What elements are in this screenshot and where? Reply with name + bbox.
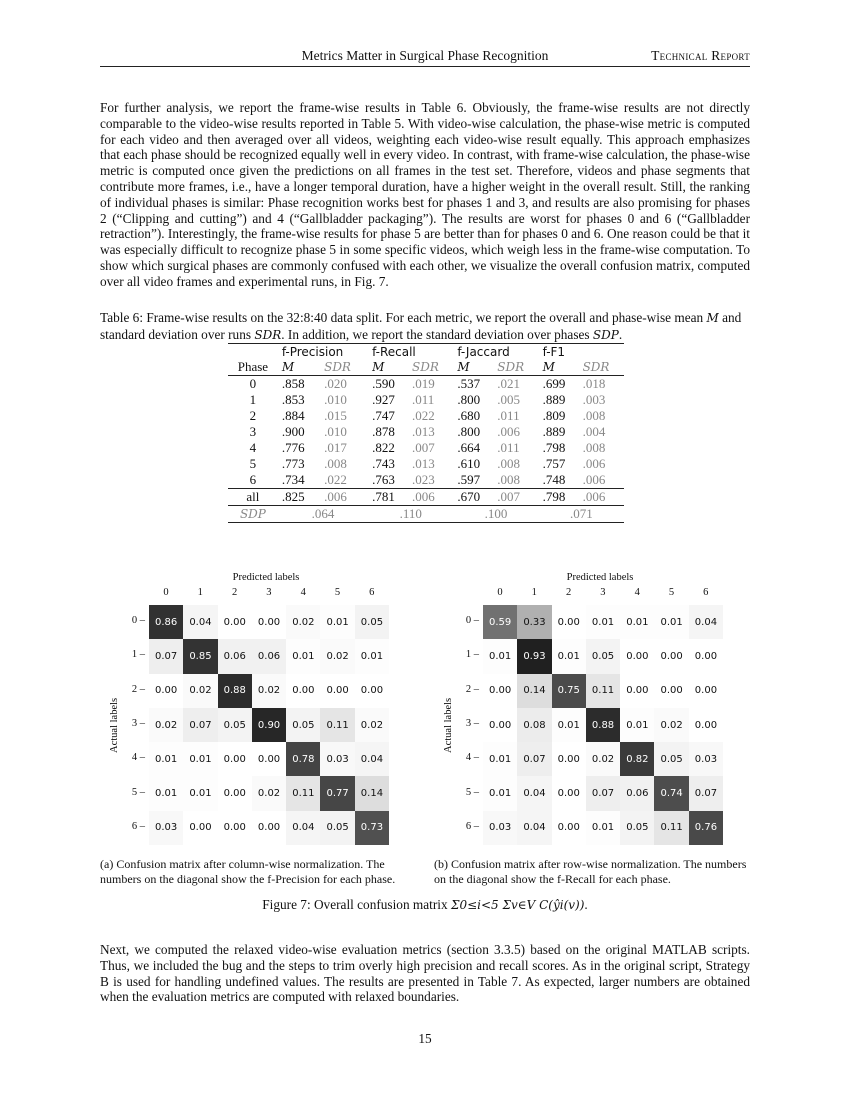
value-cell: .021 (497, 376, 521, 391)
value-cell: .743 (372, 456, 395, 471)
y-tick-label: 0 – (131, 615, 145, 626)
phase-cell: 0 (249, 376, 257, 391)
y-tick-label: 4 – (465, 752, 479, 764)
table-row (228, 424, 624, 440)
y-tick-label: 4 – (131, 752, 145, 764)
table-caption-sdp: SDP (592, 327, 619, 342)
sub-sd: SDR (408, 359, 453, 376)
heatmap-cell: 0.00 (552, 776, 586, 810)
sub-sd: SDR (320, 359, 368, 376)
heatmap-cell: 0.02 (286, 605, 320, 639)
y-tick-label: 1 – (465, 649, 479, 661)
value-cell: .597 (457, 472, 481, 487)
heatmap-cell: 0.76 (689, 811, 723, 845)
x-tick-label: 6 (703, 587, 709, 598)
heatmap-cell: 0.00 (552, 742, 586, 776)
heatmap-cell: 0.01 (654, 605, 688, 639)
phase-cell: 3 (249, 424, 257, 439)
table-body (228, 376, 624, 489)
heatmap-cell: 0.01 (149, 742, 183, 776)
heatmap-cell: 0.90 (252, 708, 286, 742)
heatmap-cell: 0.01 (586, 605, 620, 639)
table-row (228, 472, 624, 489)
paragraph-relaxed-metrics: Next, we computed the relaxed video-wise evaluation metrics (section 3.3.5) based on the original MATLAB scripts. Thus, we included the bug and the steps to trim overly high precision and recall scores. As in the original script, Strategy B is used for handling undefined values. The results are presented in Table 7. As expected, larger numbers are obtained when the evaluation metrics are computed with relaxed boundaries. (100, 942, 750, 1005)
heatmap-cell: 0.02 (320, 639, 354, 673)
figure-caption-text: Figure 7: Overall confusion matrix (262, 897, 451, 912)
y-tick-label: 3 – (131, 717, 145, 729)
value-cell: .889 (542, 424, 566, 439)
table-caption-m: M (706, 311, 719, 325)
heatmap-cell: 0.05 (320, 811, 354, 845)
heatmap-cell: 0.00 (252, 742, 286, 776)
heatmap-cell: 0.88 (586, 708, 620, 742)
value-cell: .680 (457, 408, 481, 423)
heatmap-cell: 0.05 (620, 811, 654, 845)
value-cell: .757 (542, 456, 566, 471)
heatmap-cell: 0.04 (286, 811, 320, 845)
heatmap-cell: 0.59 (483, 605, 517, 639)
heatmap-cell: 0.00 (620, 674, 654, 708)
heatmap-cell: 0.00 (620, 639, 654, 673)
heatmap-cell: 0.02 (183, 674, 217, 708)
heatmap-cell: 0.88 (218, 674, 252, 708)
confusion-matrix-column-normalized (109, 572, 384, 834)
y-tick-label: 2 – (131, 683, 145, 695)
value-cell: .003 (582, 392, 606, 407)
value-cell: .610 (457, 456, 481, 471)
sub-m: M (278, 359, 320, 376)
heatmap-cell: 0.11 (286, 776, 320, 810)
table-row (228, 456, 624, 472)
heatmap-cell: 0.04 (517, 776, 551, 810)
heatmap-cell: 0.01 (355, 639, 389, 673)
phase-header: Phase (228, 359, 278, 376)
value-cell: .927 (372, 392, 395, 407)
sdp-label: SDP (228, 506, 278, 523)
figure-caption (0, 897, 850, 913)
x-tick-label: 0 (497, 587, 503, 598)
heatmap-cell: 0.02 (149, 708, 183, 742)
value-cell: .781 (368, 489, 408, 506)
table-caption-text4: . (618, 326, 623, 342)
sdp-value: .064 (278, 506, 368, 523)
value-cell: .017 (324, 440, 347, 455)
value-cell: .670 (453, 489, 493, 506)
value-cell: .798 (539, 489, 579, 506)
heatmap-cell: 0.75 (552, 674, 586, 708)
table-caption-text2: and standard deviation over runs (100, 310, 742, 342)
group-f1: f-F1 (539, 344, 624, 360)
heatmap-cell: 0.77 (320, 776, 354, 810)
heatmap-cell: 0.01 (483, 742, 517, 776)
heatmap-cell: 0.04 (689, 605, 723, 639)
x-tick-label: 2 (231, 587, 238, 598)
x-tick-label: 0 (163, 587, 169, 598)
phase-cell: 6 (249, 472, 257, 487)
table-row (228, 408, 624, 424)
table-caption (100, 310, 750, 344)
heatmap-cell: 0.00 (654, 639, 688, 673)
heatmap-cell: 0.85 (183, 639, 217, 673)
y-tick-label: 3 – (465, 717, 479, 729)
value-cell: .010 (324, 424, 347, 439)
value-cell: .884 (281, 408, 305, 423)
value-cell: .018 (582, 376, 606, 391)
heatmap-cell: 0.03 (149, 811, 183, 845)
value-cell: .004 (582, 424, 606, 439)
value-cell: .008 (324, 456, 347, 471)
table-caption-sdr: SDR (254, 327, 282, 342)
sub-m: M (539, 359, 579, 376)
heatmap-cell: 0.00 (218, 605, 252, 639)
heatmap-cell: 0.01 (620, 605, 654, 639)
heatmap-cell: 0.74 (654, 776, 688, 810)
heatmap-cell: 0.00 (218, 776, 252, 810)
subcaption-a: (a) Confusion matrix after column-wise normalization. The numbers on the diagonal show the f-Precision for each phase. (100, 857, 396, 886)
value-cell: .006 (497, 424, 521, 439)
heatmap-cell: 0.33 (517, 605, 551, 639)
value-cell: .006 (582, 456, 606, 471)
x-tick-label: 4 (634, 587, 640, 598)
heatmap-cell: 0.05 (286, 708, 320, 742)
y-tick-label: 5 – (465, 786, 479, 798)
heatmap-grid (149, 605, 389, 845)
heatmap-cell: 0.05 (586, 639, 620, 673)
value-cell: .776 (281, 440, 305, 455)
heatmap-cell: 0.02 (586, 742, 620, 776)
phase-cell: 1 (249, 392, 257, 407)
phase-cell: all (228, 489, 278, 506)
value-cell: .006 (582, 472, 606, 487)
heatmap-cell: 0.02 (355, 708, 389, 742)
value-cell: .008 (497, 472, 521, 487)
table-row (228, 376, 624, 393)
heatmap-cell: 0.07 (149, 639, 183, 673)
value-cell: .005 (497, 392, 521, 407)
value-cell: .015 (324, 408, 347, 423)
heatmap-cell: 0.07 (689, 776, 723, 810)
heatmap-cell: 0.06 (620, 776, 654, 810)
heatmap-cell: 0.00 (252, 605, 286, 639)
y-axis-title: Actual labels (443, 697, 454, 754)
y-tick-label: 1 – (131, 649, 145, 661)
heatmap-cell: 0.00 (252, 811, 286, 845)
heatmap-cell: 0.01 (552, 708, 586, 742)
heatmap-cell: 0.82 (620, 742, 654, 776)
heatmap-cell: 0.93 (517, 639, 551, 673)
heatmap-cell: 0.00 (552, 605, 586, 639)
heatmap-cell: 0.11 (586, 674, 620, 708)
value-cell: .008 (582, 408, 606, 423)
heatmap-cell: 0.02 (654, 708, 688, 742)
heatmap-cell: 0.04 (355, 742, 389, 776)
value-cell: .734 (281, 472, 305, 487)
table-row (228, 392, 624, 408)
value-cell: .023 (412, 472, 435, 487)
header-title: Metrics Matter in Surgical Phase Recognition (301, 48, 549, 63)
group-precision: f-Precision (278, 344, 368, 360)
table-row-all (228, 489, 624, 506)
heatmap-cell: 0.07 (183, 708, 217, 742)
heatmap-cell: 0.05 (218, 708, 252, 742)
y-tick-label: 2 – (465, 683, 479, 695)
value-cell: .809 (542, 408, 566, 423)
value-cell: .773 (281, 456, 305, 471)
value-cell: .900 (281, 424, 305, 439)
value-cell: .748 (542, 472, 566, 487)
group-recall: f-Recall (368, 344, 453, 360)
x-tick-label: 6 (369, 587, 375, 598)
figure-caption-formula: Σ0≤i<5 Σv∈V C(ŷi(v)) (450, 898, 585, 912)
heatmap-cell: 0.06 (252, 639, 286, 673)
value-cell: .825 (278, 489, 320, 506)
heatmap-cell: 0.00 (355, 674, 389, 708)
x-axis-title: Predicted labels (566, 572, 634, 583)
heatmap-cell: 0.01 (286, 639, 320, 673)
sub-m: M (453, 359, 493, 376)
value-cell: .747 (372, 408, 395, 423)
value-cell: .763 (372, 472, 395, 487)
phase-cell: 2 (249, 408, 257, 423)
heatmap-cell: 0.03 (320, 742, 354, 776)
heatmap-cell: 0.01 (586, 811, 620, 845)
value-cell: .006 (408, 489, 453, 506)
heatmap-cell: 0.00 (483, 674, 517, 708)
value-cell: .007 (412, 440, 435, 455)
x-tick-label: 3 (600, 587, 606, 598)
y-tick-label: 0 – (465, 615, 479, 626)
value-cell: .006 (579, 489, 624, 506)
heatmap-cell: 0.06 (218, 639, 252, 673)
value-cell: .008 (497, 456, 521, 471)
value-cell: .019 (412, 376, 435, 391)
y-tick-label: 5 – (131, 786, 145, 798)
value-cell: .022 (324, 472, 347, 487)
value-cell: .699 (542, 376, 566, 391)
heatmap-cell: 0.00 (552, 811, 586, 845)
y-tick-label: 6 – (465, 820, 479, 832)
heatmap-cell: 0.03 (689, 742, 723, 776)
heatmap-cell: 0.01 (183, 776, 217, 810)
value-cell: .008 (582, 440, 606, 455)
table-corner (228, 344, 278, 360)
table-caption-text1: Table 6: Frame-wise results on the 32:8:40 data split. For each metric, we report the overall and phase-wise mean (100, 310, 707, 325)
x-tick-label: 5 (668, 587, 675, 598)
value-cell: .020 (324, 376, 347, 391)
running-header (100, 48, 750, 67)
sub-sd: SDR (579, 359, 624, 376)
sdp-value: .110 (368, 506, 453, 523)
x-tick-label: 4 (300, 587, 306, 598)
heatmap-cell: 0.01 (320, 605, 354, 639)
value-cell: .537 (457, 376, 481, 391)
x-tick-label: 3 (266, 587, 272, 598)
x-tick-label: 1 (197, 587, 203, 598)
table-caption-text3: . In addition, we report the standard deviation over phases (281, 326, 593, 342)
heatmap-grid (483, 605, 723, 845)
heatmap-cell: 0.00 (689, 639, 723, 673)
table-row (228, 440, 624, 456)
value-cell: .007 (493, 489, 538, 506)
heatmap-cell: 0.78 (286, 742, 320, 776)
value-cell: .889 (542, 392, 566, 407)
value-cell: .878 (372, 424, 395, 439)
results-table (228, 343, 624, 523)
value-cell: .006 (320, 489, 368, 506)
heatmap-cell: 0.05 (355, 605, 389, 639)
phase-cell: 4 (249, 440, 257, 455)
sub-m: M (368, 359, 408, 376)
value-cell: .010 (324, 392, 347, 407)
table-row-sdp (228, 506, 624, 523)
y-tick-label: 6 – (131, 820, 145, 832)
figure-caption-end: . (584, 897, 588, 912)
heatmap-cell: 0.00 (689, 708, 723, 742)
x-tick-label: 2 (565, 587, 572, 598)
heatmap-cell: 0.14 (517, 674, 551, 708)
heatmap-cell: 0.01 (149, 776, 183, 810)
sdp-value: .071 (539, 506, 624, 523)
value-cell: .822 (372, 440, 395, 455)
value-cell: .590 (372, 376, 395, 391)
heatmap-cell: 0.03 (483, 811, 517, 845)
value-cell: .011 (497, 440, 520, 455)
heatmap-cell: 0.00 (286, 674, 320, 708)
sdp-value: .100 (453, 506, 538, 523)
heatmap-cell: 0.00 (654, 674, 688, 708)
x-tick-label: 5 (334, 587, 341, 598)
heatmap-cell: 0.04 (517, 811, 551, 845)
y-axis-title: Actual labels (109, 697, 120, 754)
heatmap-cell: 0.11 (320, 708, 354, 742)
heatmap-cell: 0.11 (654, 811, 688, 845)
value-cell: .858 (281, 376, 305, 391)
value-cell: .853 (281, 392, 305, 407)
value-cell: .011 (412, 392, 435, 407)
heatmap-cell: 0.01 (183, 742, 217, 776)
value-cell: .800 (457, 424, 481, 439)
heatmap-cell: 0.00 (689, 674, 723, 708)
heatmap-cell: 0.14 (355, 776, 389, 810)
x-tick-label: 1 (531, 587, 537, 598)
heatmap-cell: 0.00 (320, 674, 354, 708)
sub-sd: SDR (493, 359, 538, 376)
heatmap-cell: 0.02 (252, 674, 286, 708)
heatmap-cell: 0.01 (483, 639, 517, 673)
header-tag: Technical Report (651, 48, 750, 63)
confusion-matrix-row-normalized (443, 572, 718, 834)
heatmap-cell: 0.08 (517, 708, 551, 742)
heatmap-cell: 0.01 (483, 776, 517, 810)
heatmap-cell: 0.01 (620, 708, 654, 742)
phase-cell: 5 (249, 456, 257, 471)
heatmap-cell: 0.00 (218, 742, 252, 776)
heatmap-cell: 0.07 (586, 776, 620, 810)
heatmap-cell: 0.07 (517, 742, 551, 776)
heatmap-cell: 0.01 (552, 639, 586, 673)
value-cell: .013 (412, 424, 435, 439)
heatmap-cell: 0.86 (149, 605, 183, 639)
heatmap-cell: 0.00 (483, 708, 517, 742)
value-cell: .798 (542, 440, 566, 455)
heatmap-cell: 0.02 (252, 776, 286, 810)
heatmap-cell: 0.04 (183, 605, 217, 639)
subcaption-b: (b) Confusion matrix after row-wise normalization. The numbers on the diagonal show the f-Recall for each phase. (434, 857, 747, 886)
paragraph-frame-wise: For further analysis, we report the frame-wise results in Table 6. Obviously, the frame-wise results are not directly comparable to the video-wise results reported in Table 5. With video-wise calculation, the phase-wise metric is computed for each video and then averaged over all videos, weighting each video-wise result equally. This approach emphasizes that each phase should be recognized equally well in every video. In contrast, with frame-wise calculation, the phase-wise metric is computed once given the predictions on all frames in the test set. Therefore, videos and phase segments that contribute more frames, i.e., have a longer temporal duration, have a higher weight in the overall result. Still, the ranking of individual phases is similar: Phase recognition works best for phases 1 and 3, and results are also promising for phases 2 (“Clipping and cutting”) and 4 (“Gallbladder packaging”). The results are worst for phases 0 and 6 (“Gallbladder retraction”). Interestingly, the frame-wise results for phase 5 are better than for phases 0 and 6. One reason could be that it was especially difficult to recognize phase 5 in some specific videos, which weigh less in the frame-wise computation. To show which surgical phases are commonly confused with each other, we visualize the overall confusion matrix, computed over all video frames and experimental runs, in Fig. 7. (100, 100, 750, 289)
page-number: 15 (418, 1031, 432, 1046)
value-cell: .800 (457, 392, 481, 407)
heatmap-cell: 0.00 (149, 674, 183, 708)
value-cell: .013 (412, 456, 435, 471)
x-axis-title: Predicted labels (232, 572, 300, 583)
value-cell: .011 (497, 408, 520, 423)
heatmap-cell: 0.00 (183, 811, 217, 845)
heatmap-cell: 0.73 (355, 811, 389, 845)
value-cell: .664 (457, 440, 481, 455)
value-cell: .022 (412, 408, 435, 423)
group-jaccard: f-Jaccard (453, 344, 538, 360)
heatmap-cell: 0.05 (654, 742, 688, 776)
heatmap-cell: 0.00 (218, 811, 252, 845)
